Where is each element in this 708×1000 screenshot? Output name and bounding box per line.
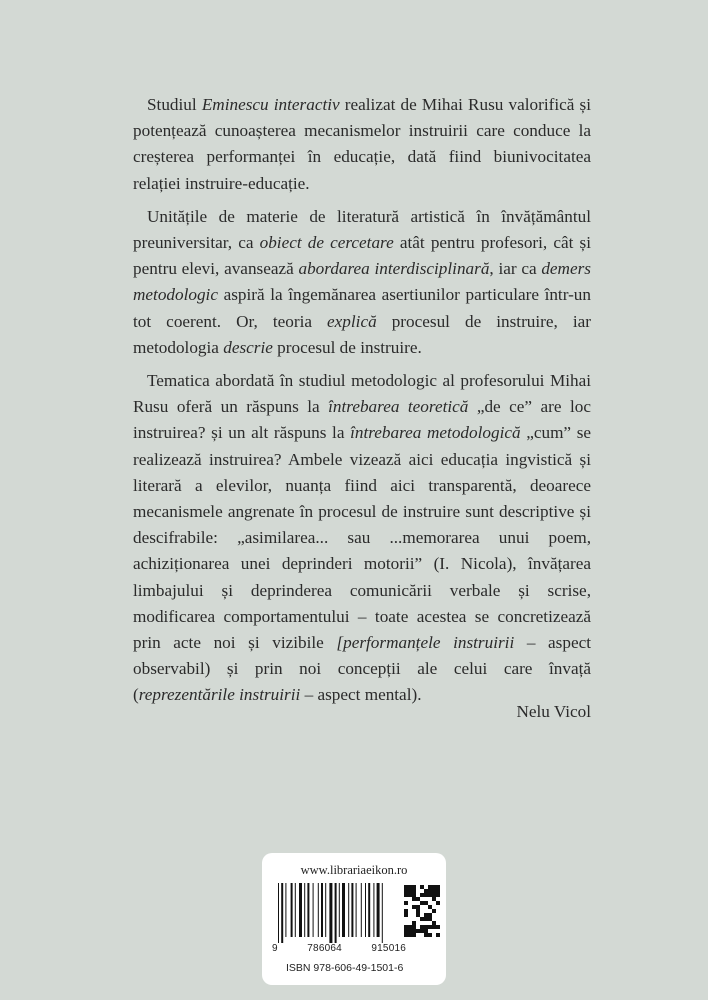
qr-module xyxy=(420,901,424,905)
qr-module xyxy=(416,905,420,909)
qr-module xyxy=(420,929,424,933)
website-url: www.librariaeikon.ro xyxy=(300,863,408,877)
qr-module xyxy=(408,925,412,929)
barcode-bar xyxy=(348,883,349,937)
qr-module xyxy=(404,893,408,897)
qr-module xyxy=(404,901,408,905)
blurb-text xyxy=(133,92,591,716)
qr-module xyxy=(436,933,440,937)
paragraph-2: Unitățile de materie de literatură artistică în învățământul preuniversitar, ca obiect de cercetare atât pentru profesori, cât și pentru elevi, avansează abordarea interdisciplinară, iar ca demers metodologic aspiră la îngemănarea asertiunilor particulare într-un tot coerent. Or, teoria explică procesul de instruire, iar metodologia descrie procesul de instruire. xyxy=(133,206,592,357)
qr-module xyxy=(432,889,436,893)
italic-term: obiect de cercetare xyxy=(259,233,394,253)
qr-module xyxy=(424,917,428,921)
barcode-bar xyxy=(281,883,283,943)
qr-module xyxy=(436,889,440,893)
qr-module xyxy=(416,913,420,917)
qr-module xyxy=(412,929,416,933)
qr-module xyxy=(408,893,412,897)
qr-module xyxy=(420,885,424,889)
barcode-bar xyxy=(373,883,374,937)
barcode-bar xyxy=(361,883,362,937)
barcode-bar xyxy=(285,883,286,937)
qr-module xyxy=(420,917,424,921)
italic-term: [performanțele instruirii xyxy=(336,633,515,653)
qr-module xyxy=(404,929,408,933)
qr-module xyxy=(424,893,428,897)
barcode-bar xyxy=(299,883,302,937)
barcode-bar xyxy=(325,883,326,937)
qr-module xyxy=(432,925,436,929)
qr-module xyxy=(420,893,424,897)
qr-module xyxy=(424,933,428,937)
qr-module xyxy=(432,909,436,913)
qr-module xyxy=(428,885,432,889)
qr-module xyxy=(428,917,432,921)
qr-module xyxy=(432,921,436,925)
author-signature: Nelu Vicol xyxy=(516,702,591,721)
qr-module xyxy=(404,885,408,889)
qr-module xyxy=(416,909,420,913)
isbn-barcode xyxy=(272,883,402,945)
barcode-bar xyxy=(313,883,314,937)
barcode-bar xyxy=(365,883,366,937)
barcode-bar xyxy=(335,883,337,943)
qr-module xyxy=(408,885,412,889)
qr-module xyxy=(412,897,416,901)
barcode-bar xyxy=(295,883,296,937)
qr-module xyxy=(412,905,416,909)
italic-term: întrebarea teoretică xyxy=(328,397,469,417)
qr-module xyxy=(428,933,432,937)
barcode-bar xyxy=(356,883,357,937)
qr-module xyxy=(412,925,416,929)
qr-module xyxy=(412,885,416,889)
barcode-bar xyxy=(321,883,323,937)
barcode-bar xyxy=(318,883,319,937)
italic-term: abordarea interdisciplinară xyxy=(298,259,490,279)
barcode-digit-lead: 9 xyxy=(272,943,278,954)
qr-module xyxy=(412,889,416,893)
qr-module xyxy=(416,897,420,901)
barcode-bar xyxy=(291,883,293,937)
barcode-digit-group-1: 786064 xyxy=(307,943,342,954)
qr-module xyxy=(404,889,408,893)
qr-module xyxy=(416,929,420,933)
italic-term: explică xyxy=(327,311,377,331)
qr-module xyxy=(424,929,428,933)
qr-module xyxy=(404,925,408,929)
barcode-bar xyxy=(278,883,279,943)
qr-module xyxy=(436,893,440,897)
qr-module xyxy=(424,925,428,929)
qr-module xyxy=(420,925,424,929)
barcode-bar xyxy=(307,883,309,937)
italic-term: reprezentările instruirii xyxy=(138,685,301,705)
qr-module xyxy=(428,913,432,917)
qr-module xyxy=(404,933,408,937)
barcode-bar xyxy=(329,883,332,943)
qr-module xyxy=(432,893,436,897)
qr-module xyxy=(432,885,436,889)
paragraph-3: Tematica abordată în studiul metodologic al profesorului Mihai Rusu oferă un răspuns la întrebarea teoretică „de ce” are loc instruirea? și un alt răspuns la întrebarea metodologică „cum” se realizează instruirea? Ambele vizează aici educația ingvistică și literară a elevilor, nuanța fiind aici transparentă, deoarece mecanismele angrenate în procesul de instruire sunt descriptive și descifrabile: „asimilarea... sau ...memorarea unui poem, achiziționarea unei deprinderi motorii” (I. Nicola), învățarea limbajului și deprinderea comunicării verbale și scrise, modificarea comportamentului – toate acestea se concretizează prin acte noi și vizibile [performanțele instruirii – aspect observabil) și prin noi concepții ale celui care învață (reprezentările instruirii – aspect mental). xyxy=(133,371,592,705)
barcode-bar xyxy=(351,883,353,937)
qr-module xyxy=(408,929,412,933)
qr-module xyxy=(412,933,416,937)
qr-module xyxy=(428,905,432,909)
qr-module xyxy=(412,921,416,925)
qr-module xyxy=(408,889,412,893)
barcode-bar xyxy=(377,883,380,937)
italic-term: Eminescu interactiv xyxy=(201,95,340,114)
qr-module xyxy=(436,925,440,929)
qr-module xyxy=(404,913,408,917)
barcode-label xyxy=(262,853,446,985)
qr-module xyxy=(404,909,408,913)
qr-module xyxy=(428,925,432,929)
qr-module xyxy=(424,889,428,893)
qr-module xyxy=(432,897,436,901)
qr-module xyxy=(436,885,440,889)
qr-module xyxy=(428,889,432,893)
qr-module xyxy=(408,933,412,937)
barcode-digits xyxy=(272,943,406,954)
isbn-number: ISBN 978-606-49-1501-6 xyxy=(286,962,404,974)
barcode-bar xyxy=(382,883,383,943)
qr-module xyxy=(412,893,416,897)
italic-term: descrie xyxy=(223,337,273,357)
qr-code xyxy=(404,885,440,941)
qr-module xyxy=(428,893,432,897)
qr-module xyxy=(424,913,428,917)
qr-module xyxy=(436,901,440,905)
qr-module xyxy=(424,901,428,905)
barcode-bar xyxy=(304,883,305,937)
italic-term: demers metodologic xyxy=(133,259,591,305)
barcode-digit-group-2: 915016 xyxy=(371,943,406,954)
barcode-bar xyxy=(339,883,340,937)
paragraph-1: Studiul Eminescu interactiv realizat de Mihai Rusu valorifică și potențează cunoașterea mecanismelor instruirii care conduce la creșterea performanței în educație, dată fiind biunivocitatea relației instruire-educație. xyxy=(133,95,591,193)
barcode-bar xyxy=(368,883,370,937)
italic-term: întrebarea metodologică xyxy=(350,423,521,443)
barcode-bar xyxy=(342,883,345,937)
